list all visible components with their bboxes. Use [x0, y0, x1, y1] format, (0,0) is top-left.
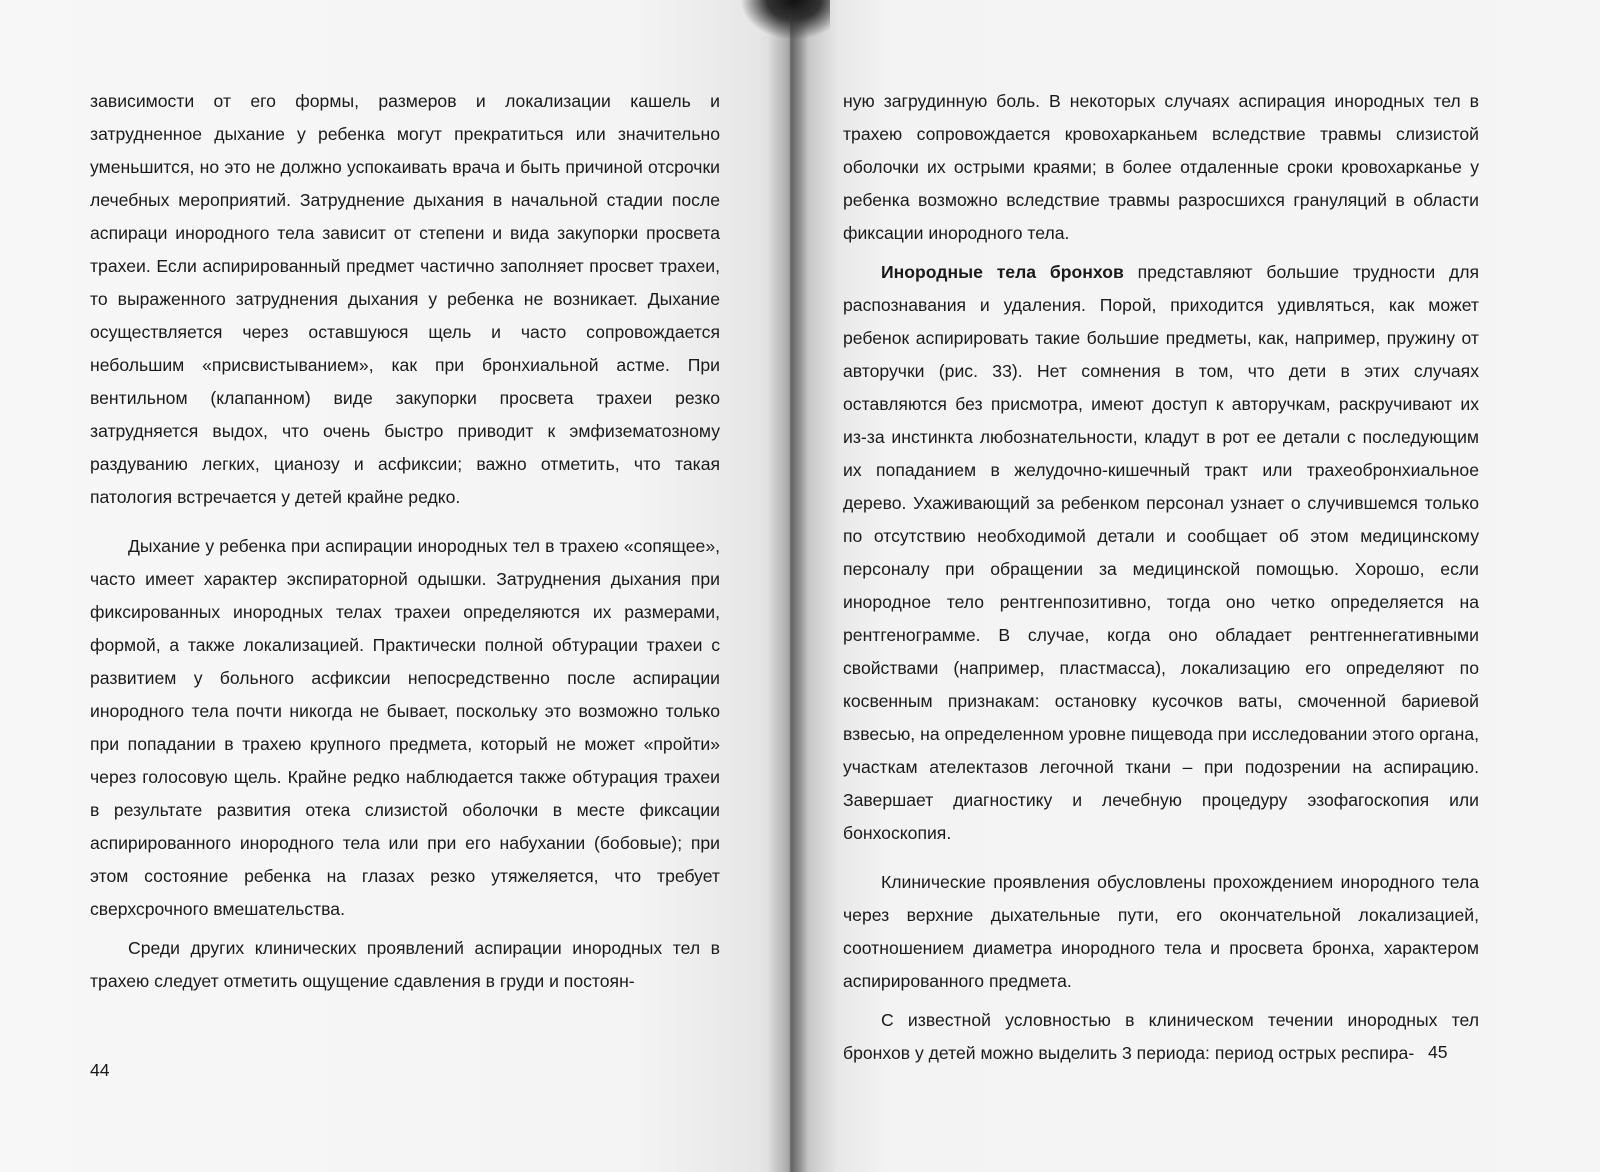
- left-page-text: [90, 85, 720, 998]
- right-paragraph-2-body: представляют большие трудности для распознавания и удаления. Порой, приходится удивляться, как может ребенок аспирировать такие большие предметы, как, например, пружину от авторучки (рис. 33). Нет сомнения в том, что дети в этих случаях оставляются без присмотра, имеют доступ к авторучкам, раскручивают их из-за инстинкта любознательности, кладут в рот ее детали с последующим их попаданием в желудочно-кишечный тракт или трахеобронхиальное дерево. Ухаживающий за ребенком персонал узнает о случившемся только по отсутствию необходимой детали и сообщает об этом медицинскому персоналу при обращении за медицинской помощью. Хорошо, если инородное тело рентгенпозитивно, тогда оно четко определяется на рентгенограмме. В случае, когда оно обладает рентгеннегативными свойствами (например, пластмасса), локализацию его определяют по косвенным признакам: остановку кусочков ваты, смоченной бариевой взвесью, на определенном уровне пищевода при исследовании этого органа, участкам ателектазов легочной ткани – при подозрении на аспирацию. Завершает диагностику и лечебную процедуру эзофагоскопия или бонхоскопия.: [843, 262, 1480, 843]
- binding-top-shadow: [740, 0, 830, 40]
- left-paragraph-2: Дыхание у ребенка при аспирации инородных тел в трахею «сопящее», часто имеет характер экспираторной одышки. Затруднения дыхания при фиксированных инородных телах трахеи определяются их размерами, формой, а также локализацией. Практически полной обтурации трахеи с развитием у больного асфиксии непосредственно после аспирации инородного тела почти никогда не бывает, поскольку это возможно только при попадании в трахею крупного предмета, который не может «пройти» через голосовую щель. Крайне редко наблюдается также обтурация трахеи в результате развития отека слизистой оболочки в месте фиксации аспирированного инородного тела или при его набухании (бобовые); при этом состояние ребенка на глазах резко утяжеляется, что требует сверхсрочного вмешательства.: [90, 536, 720, 919]
- right-page-text: [843, 85, 1479, 1070]
- left-paragraph-3: Среди других клинических проявлений аспирации инородных тел в трахею следует отметить ощущение сдавления в груди и постоян-: [90, 938, 720, 991]
- left-paragraph-1: зависимости от его формы, размеров и локализации кашель и затрудненное дыхание у ребенка могут прекратиться или значительно уменьшится, но это не должно успокаивать врача и быть причиной отсрочки лечебных мероприятий. Затруднение дыхания в начальной стадии после аспираци инородного тела зависит от степени и вида закупорки просвета трахеи. Если аспирированный предмет частично заполняет просвет трахеи, то выраженного затруднения дыхания у ребенка не возникает. Дыхание осуществляется через оставшуюся щель и часто сопровождается небольшим «присвистыванием», как при бронхиальной астме. При вентильном (клапанном) виде закупорки просвета трахеи резко затрудняется выдох, что очень быстро приводит к эмфизематозному раздуванию легких, цианозу и асфиксии; важно отметить, что такая патология встречается у детей крайне редко.: [90, 91, 720, 507]
- right-paragraph-2-heading: Инородные тела бронхов: [881, 262, 1124, 282]
- book-gutter-shadow: [768, 0, 808, 1172]
- left-page-number: 44: [90, 1060, 110, 1080]
- left-page: [0, 0, 790, 1172]
- right-paragraph-1: ную загрудинную боль. В некоторых случаях аспирация инородных тел в трахею сопровождается кровохарканьем вследствие травмы слизистой оболочки их острыми краями; в более отдаленные сроки кровохарканье у ребенка возможно вследствие травмы разросшихся грануляций в области фиксации инородного тела.: [843, 91, 1479, 243]
- right-paragraph-2: [843, 256, 1479, 850]
- right-paragraph-4: С известной условностью в клиническом течении инородных тел бронхов у детей можно выделить 3 периода: период острых респира-: [843, 1010, 1479, 1063]
- right-paragraph-3: Клинические проявления обусловлены прохождением инородного тела через верхние дыхательные пути, его окончательной локализацией, соотношением диаметра инородного тела и просвета бронха, характером аспирированного предмета.: [843, 872, 1479, 991]
- right-page-number: 45: [1428, 1042, 1448, 1062]
